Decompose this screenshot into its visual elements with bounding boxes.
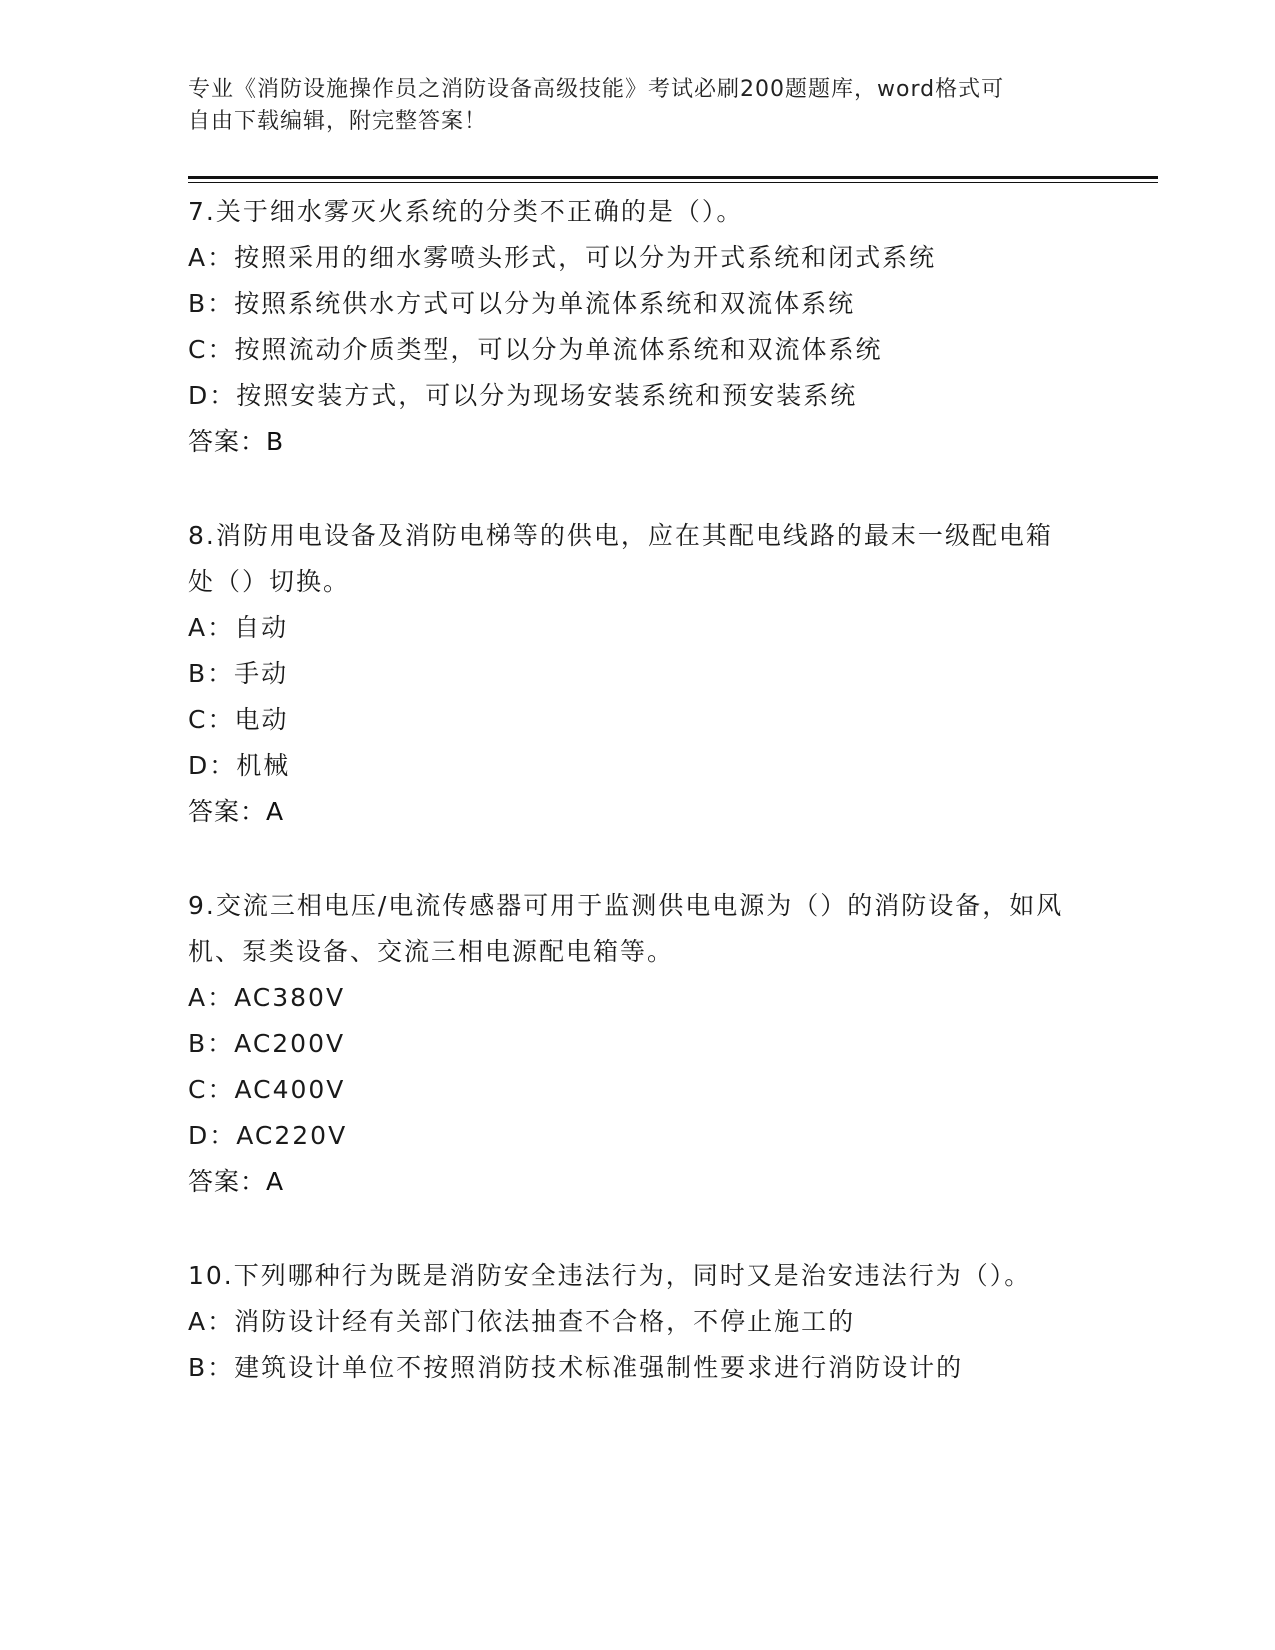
question-gap [188, 835, 1068, 882]
option-c: C：电动 [188, 705, 289, 734]
question-stem: 10.下列哪种行为既是消防安全违法行为，同时又是治安违法行为（）。 [188, 1261, 1032, 1290]
question-10 [188, 1252, 1068, 1391]
option-c: C：按照流动介质类型，可以分为单流体系统和双流体系统 [188, 335, 883, 364]
option-a: A：AC380V [188, 983, 346, 1012]
option-b: B：建筑设计单位不按照消防技术标准强制性要求进行消防设计的 [188, 1353, 964, 1382]
question-stem: 8.消防用电设备及消防电梯等的供电，应在其配电线路的最末一级配电箱处（）切换。 [188, 521, 1053, 596]
option-a: A：自动 [188, 613, 289, 642]
option-d: D：按照安装方式，可以分为现场安装系统和预安装系统 [188, 381, 858, 410]
question-7 [188, 188, 1068, 465]
header-divider-thin [188, 182, 1158, 183]
header-divider-thick [188, 176, 1158, 179]
question-stem: 9.交流三相电压/电流传感器可用于监测供电电源为（）的消防设备，如风机、泵类设备、交流三相电源配电箱等。 [188, 891, 1064, 966]
option-b: B：手动 [188, 659, 289, 688]
header-line-1: 专业《消防设施操作员之消防设备高级技能》考试必刷200题题库，word格式可 [188, 77, 1005, 102]
answer: 答案：B [188, 427, 285, 456]
question-stem: 7.关于细水雾灭火系统的分类不正确的是（）。 [188, 197, 744, 226]
option-d: D：AC220V [188, 1121, 348, 1150]
question-9 [188, 882, 1068, 1205]
header-line-2: 自由下载编辑，附完整答案！ [188, 109, 488, 134]
option-b: B：AC200V [188, 1029, 346, 1058]
question-gap [188, 1205, 1068, 1252]
option-a: A：消防设计经有关部门依法抽查不合格，不停止施工的 [188, 1307, 856, 1336]
question-list [188, 188, 1068, 1391]
option-c: C：AC400V [188, 1075, 346, 1104]
question-gap [188, 465, 1068, 512]
option-a: A：按照采用的细水雾喷头形式，可以分为开式系统和闭式系统 [188, 243, 937, 272]
answer: 答案：A [188, 1167, 285, 1196]
question-8 [188, 512, 1068, 835]
document-header [188, 74, 1088, 138]
option-d: D：机械 [188, 751, 291, 780]
answer: 答案：A [188, 797, 285, 826]
option-b: B：按照系统供水方式可以分为单流体系统和双流体系统 [188, 289, 856, 318]
